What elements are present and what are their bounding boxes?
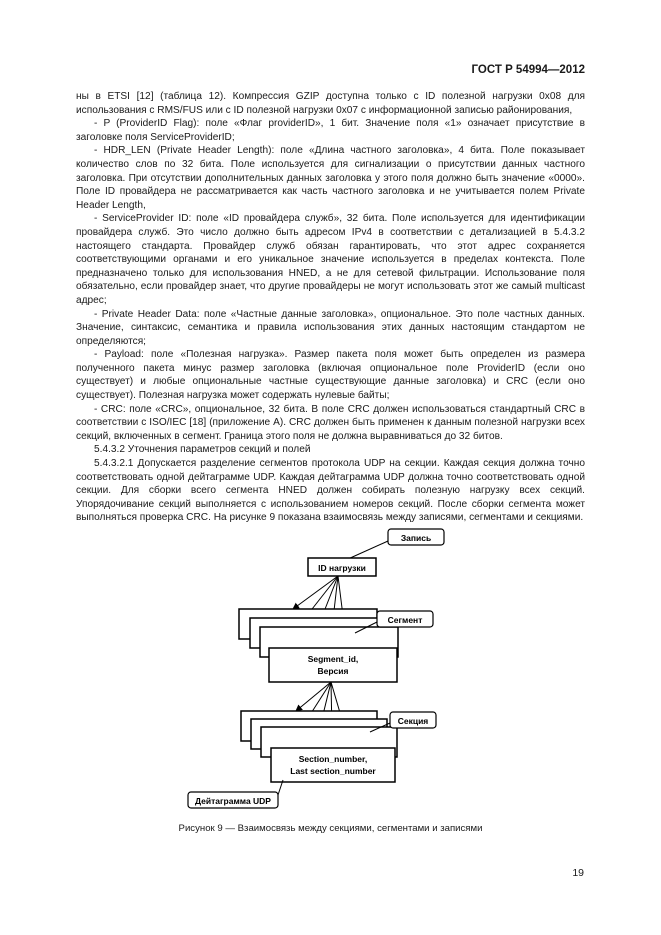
- paragraph: - HDR_LEN (Private Header Length): поле «Длина частного заголовка», 4 бита. Поле показывает количество слов по 32 бита. Поле используется для сигнализации о присутствии данных частного заголовка. При отсутствии дополнительных данных заголовка у этого поля должно быть значение «0000». Поле ID провайдера не рассматривается как часть частного заголовка и не учитывается полем Private Header Length,: [76, 145, 585, 211]
- last-section-number-label: Last section_number: [290, 766, 376, 776]
- segment-id-label: Segment_id,: [307, 654, 359, 664]
- paragraph: - Private Header Data: поле «Частные данные заголовка», опциональное. Это поле частных данных. Значение, синтаксис, семантика и правила использования этих данных настоящим стандартом не определяются;: [76, 308, 585, 347]
- paragraph: - ServiceProvider ID: поле «ID провайдера служб», 32 бита. Поле используется для идентификации провайдера служб. Это число должно быть адресом IPv4 в соответствии с детализацией в 5.4.3.2 настоящего стандарта. Провайдер служб обязан гарантировать, что этот адрес сохраняется соответствующими органами и его уникальное значение используется в пределах контекста. Поле предназначено только для использования HNED, а не для сетевой фильтрации. Использование поля обязательно, если провайдер знает, что другие провайдеры не могут использовать этот же самый multicast адрес;: [76, 213, 585, 306]
- section-heading: 5.4.3.2 Уточнения параметров секций и полей: [94, 444, 311, 456]
- figure-caption: Рисунок 9 — Взаимосвязь между секциями, сегментами и записями: [178, 823, 483, 834]
- paragraph: - CRC: поле «CRC», опциональное, 32 бита. В поле CRC должен использоваться стандартный CRC в соответствии с ISO/IEC [18] (приложение А). CRC должен быть применен к данным полезной нагрузки всех секций, включенных в сегмент. Граница этого поля не должна выравниваться до 32 битов.: [76, 403, 585, 442]
- section-number-label: Section_number,: [298, 754, 368, 764]
- section-stack: [241, 711, 397, 782]
- page-number: 19: [572, 867, 584, 879]
- segment-stack: [239, 609, 398, 682]
- record-label: Запись: [400, 533, 432, 543]
- document-standard-header: ГОСТ Р 54994—2012: [471, 64, 585, 76]
- datagram-label: Дейтаграмма UDP: [195, 796, 271, 806]
- segment-version-label: Версия: [317, 666, 349, 676]
- paragraph: - Payload: поле «Полезная нагрузка». Размер пакета поля может быть определен из размера полученного пакета минус размер заголовка (включая опциональное поле ProviderID (если оно существует) и любые опциональные частные существующие данные заголовка) и CRC (если оно существует). Полезная нагрузка может содержать нулевые байты;: [76, 349, 585, 402]
- paragraph: 5.4.3.2.1 Допускается разделение сегментов протокола UDP на секции. Каждая секция должна точно соответствовать одной дейтаграмме UDP. Каждая дейтаграмма UDP должна точно соответствовать одной секции. Для сборки всего сегмента HNED должен собирать полезную нагрузку всех секций. Упорядочивание секций выполняется с использованием номеров секций. После сборки сегмента может выполняться проверка CRC. На рисунке 9 показана взаимосвязь между записями, сегментами и секциями.: [76, 458, 585, 524]
- segment-label: Сегмент: [387, 615, 423, 625]
- payload-id-box: [308, 558, 376, 576]
- figure-9-diagram: [180, 522, 450, 814]
- body-text: [76, 90, 585, 525]
- datagram-callout: [188, 780, 283, 808]
- paragraph: ны в ETSI [12] (таблица 12). Компрессия GZIP доступна только с ID полезной нагрузки 0x08 для использования с RMS/FUS или с ID полезной нагрузки 0x07 с информационной записью районирования,: [76, 91, 585, 116]
- section-label: Секция: [397, 716, 429, 726]
- payload-id-label: ID нагрузки: [318, 563, 366, 573]
- paragraph: - P (ProviderID Flag): поле «Флаг providerID», 1 бит. Значение поля «1» означает присутствие в заголовке поля ServiceProviderID;: [76, 118, 585, 143]
- record-callout: [348, 529, 444, 559]
